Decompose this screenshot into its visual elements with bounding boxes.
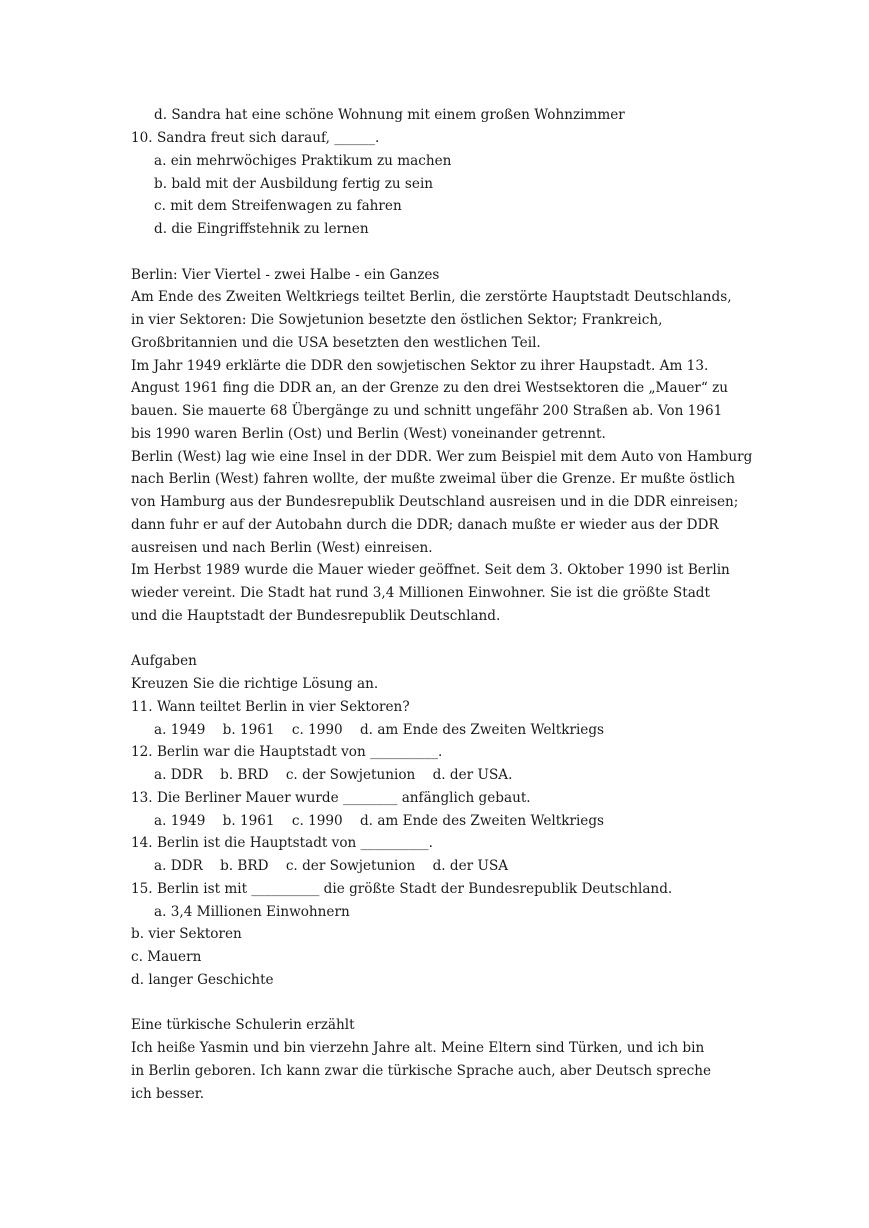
paragraph-line: Im Herbst 1989 wurde die Mauer wieder geöffnet. Seit dem 3. Oktober 1990 ist Berlin (131, 562, 730, 578)
answer-options: a. DDR b. BRD c. der Sowjetunion d. der USA. (154, 767, 513, 783)
answer-options: a. DDR b. BRD c. der Sowjetunion d. der USA (154, 858, 509, 874)
paragraph-line: Großbritannien und die USA besetzten den westlichen Teil. (131, 335, 541, 351)
answer-option: d. Sandra hat eine schöne Wohnung mit einem großen Wohnzimmer (154, 107, 625, 123)
paragraph-line: Am Ende des Zweiten Weltkriegs teiltet Berlin, die zerstörte Hauptstadt Deutschlands, (131, 289, 732, 305)
answer-option: b. bald mit der Ausbildung fertig zu sein (154, 176, 434, 192)
answer-options: a. 1949 b. 1961 c. 1990 d. am Ende des Zweiten Weltkriegs (154, 722, 605, 738)
paragraph-line: dann fuhr er auf der Autobahn durch die DDR; danach mußte er wieder aus der DDR (131, 517, 719, 533)
answer-option: b. vier Sektoren (131, 926, 242, 942)
answer-option: c. mit dem Streifenwagen zu fahren (154, 198, 402, 214)
answer-option: d. langer Geschichte (131, 972, 274, 988)
answer-option: a. ein mehrwöchiges Praktikum zu machen (154, 153, 452, 169)
paragraph-line: und die Hauptstadt der Bundesrepublik Deutschland. (131, 608, 501, 624)
paragraph-line: Berlin (West) lag wie eine Insel in der DDR. Wer zum Beispiel mit dem Auto von Hamburg (131, 449, 753, 465)
paragraph-line: Im Jahr 1949 erklärte die DDR den sowjetischen Sektor zu ihrer Haupstadt. Am 13. (131, 358, 709, 374)
question-11: 11. Wann teiltet Berlin in vier Sektoren? (131, 699, 410, 715)
question-14: 14. Berlin ist die Hauptstadt von __________. (131, 835, 433, 851)
paragraph-line: bauen. Sie mauerte 68 Übergänge zu und schnitt ungefähr 200 Straßen ab. Von 1961 (131, 403, 723, 419)
paragraph-line: Angust 1961 fing die DDR an, an der Grenze zu den drei Westsektoren die „Mauer“ zu (131, 380, 729, 396)
paragraph-line: von Hamburg aus der Bundesrepublik Deutschland ausreisen und in die DDR einreisen; (131, 494, 739, 510)
section-title-schuelerin: Eine türkische Schulerin erzählt (131, 1017, 355, 1033)
question-10: 10. Sandra freut sich darauf, ______. (131, 130, 380, 146)
paragraph-line: in vier Sektoren: Die Sowjetunion besetzte den östlichen Sektor; Frankreich, (131, 312, 663, 328)
answer-option: d. die Eingriffstehnik zu lernen (154, 221, 369, 237)
answer-options: a. 1949 b. 1961 c. 1990 d. am Ende des Zweiten Weltkriegs (154, 813, 605, 829)
section-title-berlin: Berlin: Vier Viertel - zwei Halbe - ein Ganzes (131, 267, 440, 283)
paragraph-line: ich besser. (131, 1086, 205, 1102)
paragraph-line: bis 1990 waren Berlin (Ost) und Berlin (West) voneinander getrennt. (131, 426, 606, 442)
paragraph-line: Ich heiße Yasmin und bin vierzehn Jahre alt. Meine Eltern sind Türken, und ich bin (131, 1040, 705, 1056)
answer-option: c. Mauern (131, 949, 202, 965)
paragraph-line: nach Berlin (West) fahren wollte, der mußte zweimal über die Grenze. Er mußte östlich (131, 471, 735, 487)
instruction: Kreuzen Sie die richtige Lösung an. (131, 676, 379, 692)
question-13: 13. Die Berliner Mauer wurde ________ anfänglich gebaut. (131, 790, 531, 806)
question-12: 12. Berlin war die Hauptstadt von __________. (131, 744, 443, 760)
paragraph-line: in Berlin geboren. Ich kann zwar die türkische Sprache auch, aber Deutsch spreche (131, 1063, 712, 1079)
answer-option: a. 3,4 Millionen Einwohnern (154, 904, 350, 920)
paragraph-line: ausreisen und nach Berlin (West) einreisen. (131, 540, 433, 556)
section-title-aufgaben: Aufgaben (131, 653, 197, 669)
question-15: 15. Berlin ist mit __________ die größte Stadt der Bundesrepublik Deutschland. (131, 881, 673, 897)
paragraph-line: wieder vereint. Die Stadt hat rund 3,4 Millionen Einwohner. Sie ist die größte Stadt (131, 585, 710, 601)
